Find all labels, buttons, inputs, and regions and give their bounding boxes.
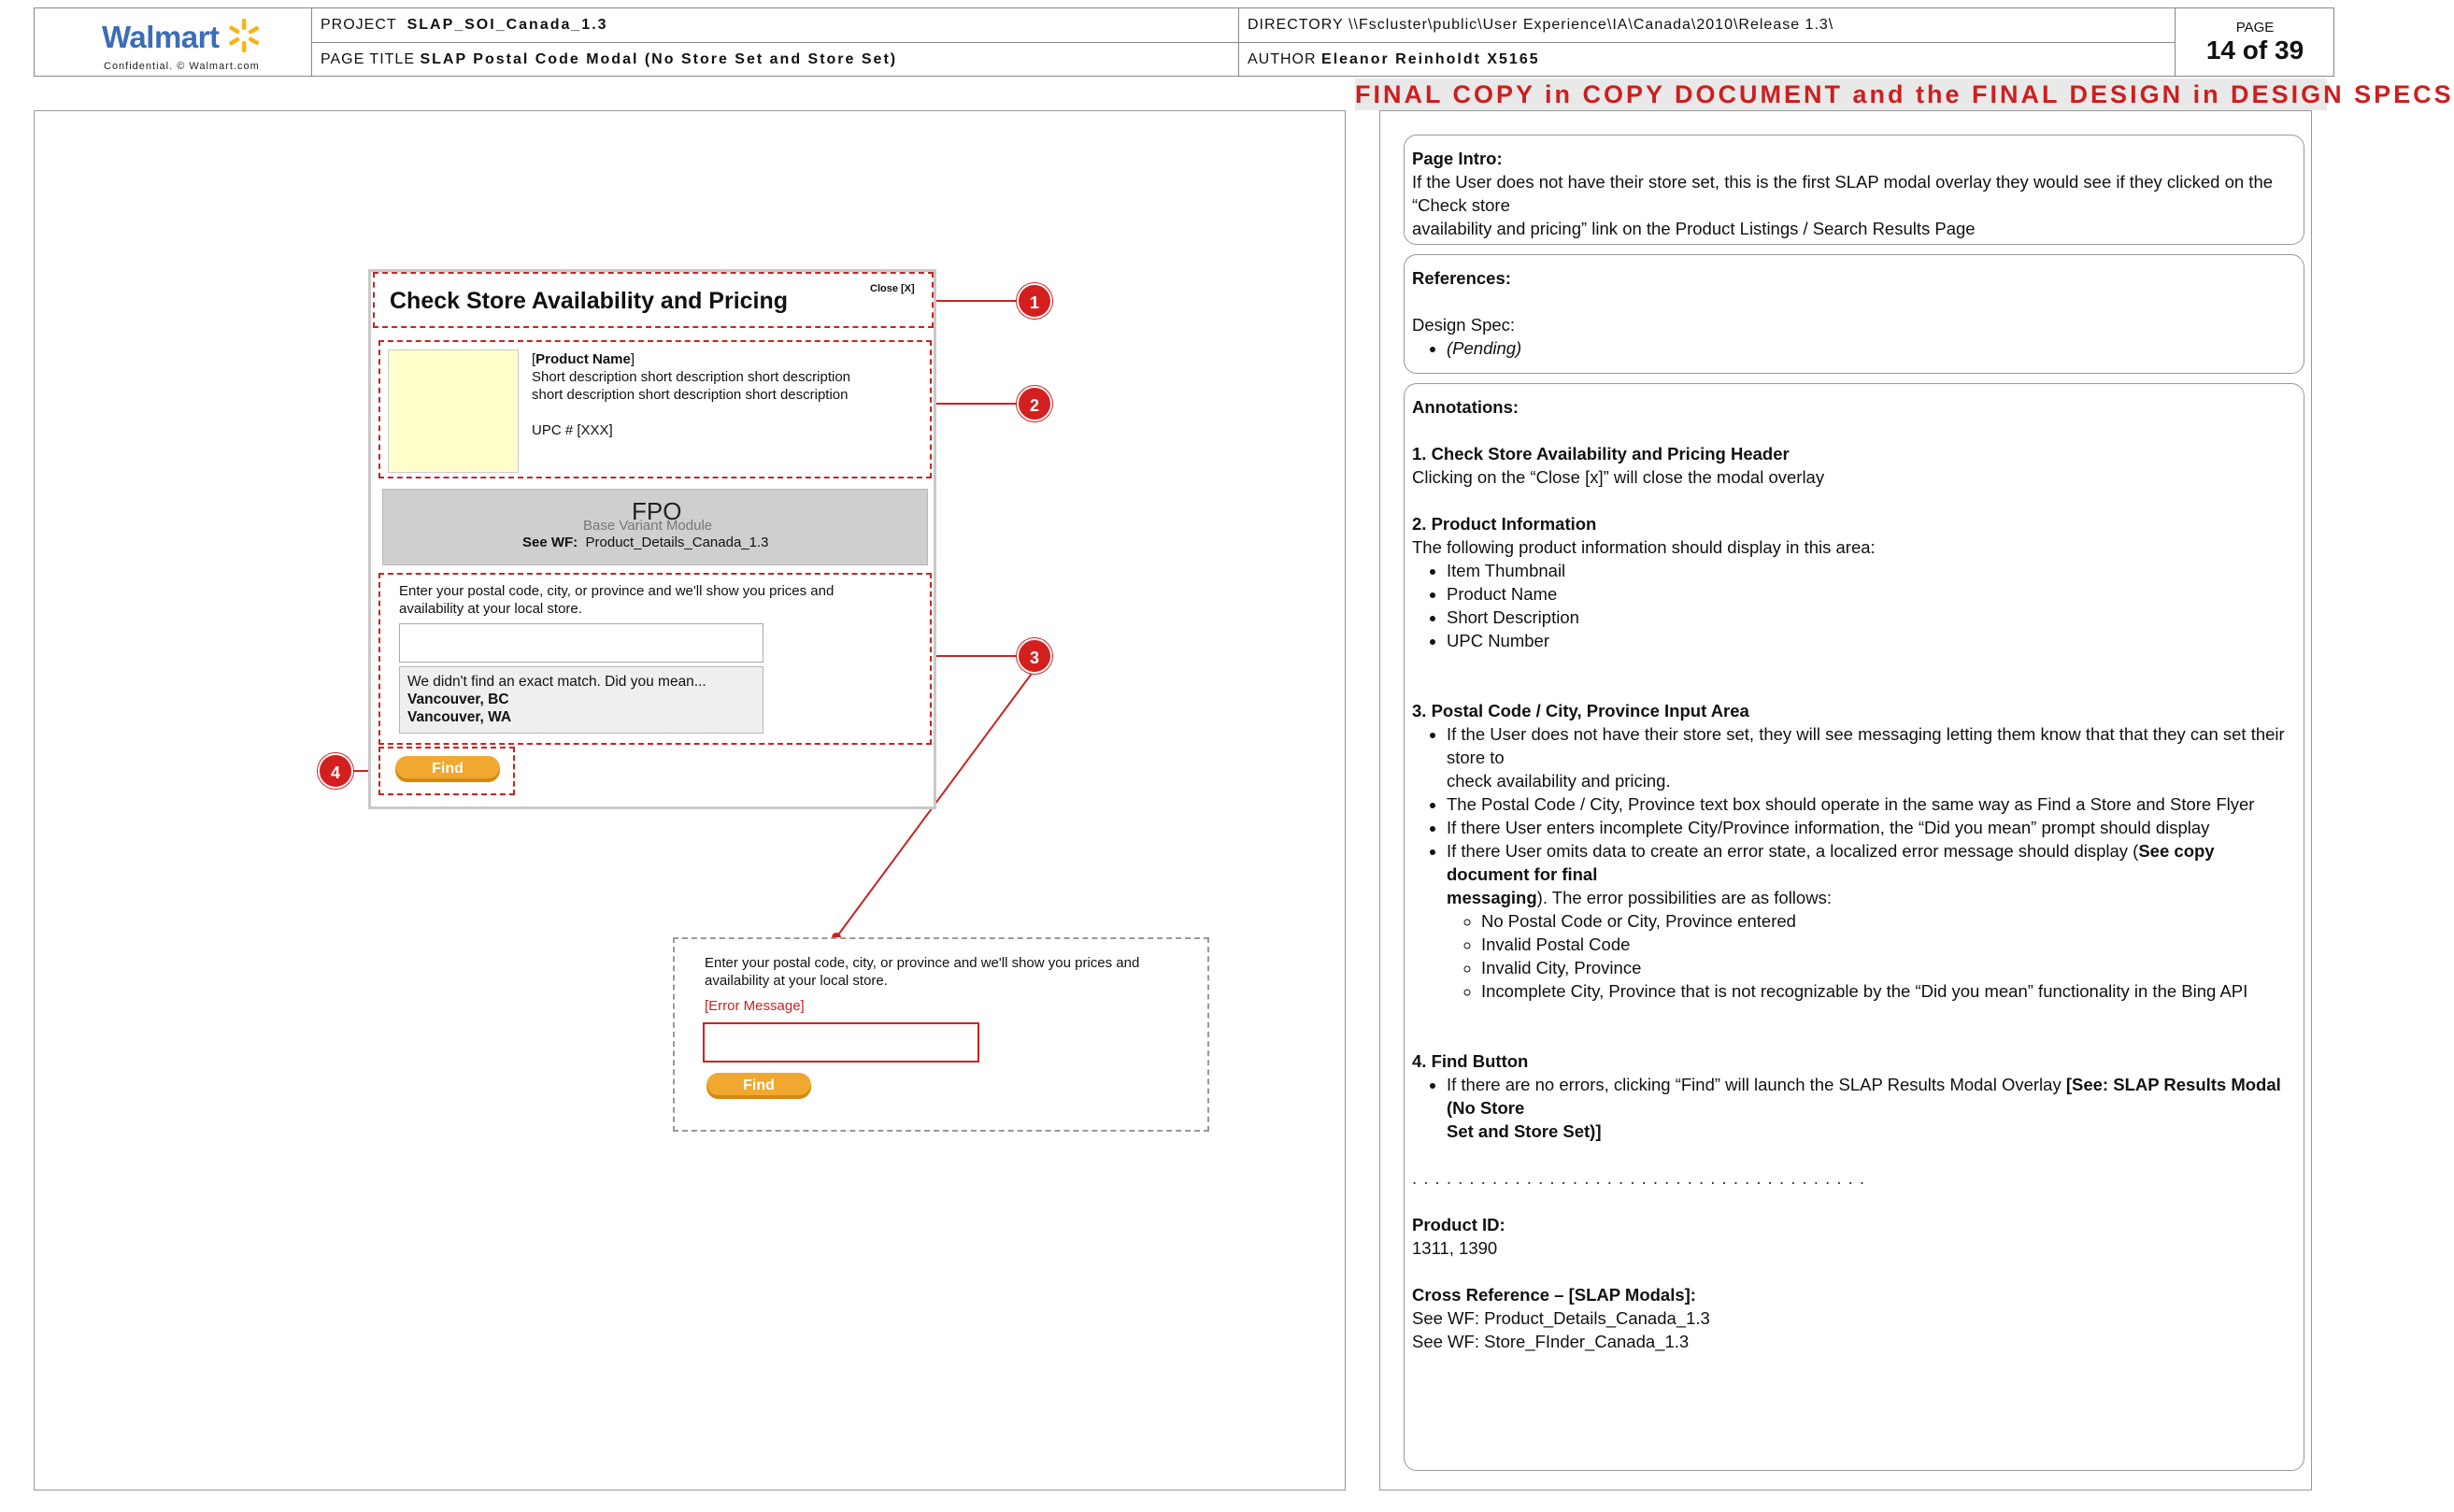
page-intro-box bbox=[1404, 135, 2304, 245]
list-item: • If there User enters incomplete City/Province information, the “Did you mean” prompt should display bbox=[1447, 816, 2296, 839]
annotation-2-list bbox=[1412, 559, 2296, 652]
product-desc-line2: short description short description short description bbox=[532, 387, 849, 403]
references-list bbox=[1412, 336, 2296, 360]
page-intro-heading: Page Intro: bbox=[1412, 149, 1503, 168]
final-copy-banner: FINAL COPY in COPY DOCUMENT and the FINAL DESIGN in DESIGN SPECS bbox=[1355, 80, 2454, 108]
references-box bbox=[1404, 254, 2304, 374]
page-title-row bbox=[311, 42, 1238, 78]
document-header bbox=[34, 7, 2334, 77]
confidential-note: Confidential. © Walmart.com bbox=[104, 61, 260, 72]
product-thumbnail bbox=[388, 349, 519, 473]
error-message: [Error Message] bbox=[705, 998, 805, 1014]
postal-intro bbox=[399, 582, 834, 618]
product-id-heading: Product ID: bbox=[1412, 1215, 1505, 1234]
directory-label: DIRECTORY bbox=[1248, 17, 1344, 33]
error-intro bbox=[705, 954, 1139, 990]
error-intro-line2: availability at your local store. bbox=[705, 973, 888, 989]
cross-reference-heading: Cross Reference – [SLAP Modals]: bbox=[1412, 1285, 1696, 1305]
annotation-3-list bbox=[1412, 722, 2296, 1003]
logo-wordmark: Walmart bbox=[102, 20, 220, 54]
list-item: • UPC Number bbox=[1447, 629, 2296, 652]
logo-cell bbox=[35, 8, 311, 78]
annotation-2-title: 2. Product Information bbox=[1412, 514, 1597, 534]
annotations-box bbox=[1404, 383, 2304, 1471]
cross-reference-2: See WF: Store_FInder_Canada_1.3 bbox=[1412, 1332, 1690, 1351]
fpo-variant-module bbox=[382, 489, 928, 565]
fpo-label: FPO bbox=[632, 497, 682, 525]
author-label: AUTHOR bbox=[1248, 51, 1317, 67]
callout-4: 4 bbox=[318, 753, 353, 789]
list-item: • If there User omits data to create an error state, a localized error message should display (See copy document for final messaging). The error possibilities are as follows: ◦ No Postal Code or City, Province entered ◦ Invalid Postal Code ◦ Invalid City, Province ◦ Incomplete City, Province that is not recognizable by the “Did you mean” functionality in the Bing API bbox=[1447, 839, 2296, 1003]
callout-1: 1 bbox=[1017, 283, 1052, 319]
postal-intro-line2: availability at your local store. bbox=[399, 601, 582, 617]
postal-code-input[interactable] bbox=[399, 623, 763, 663]
cross-reference-1: See WF: Product_Details_Canada_1.3 bbox=[1412, 1308, 1710, 1328]
close-link[interactable]: Close [X] bbox=[870, 283, 915, 294]
did-you-mean-option-1[interactable]: Vancouver, BC bbox=[407, 692, 509, 707]
find-button[interactable]: Find bbox=[395, 756, 500, 782]
error-state-example bbox=[673, 937, 1209, 1132]
callout-2: 2 bbox=[1017, 386, 1052, 421]
references-heading: References: bbox=[1412, 268, 1511, 288]
dotted-separator: . . . . . . . . . . . . . . . . . . . . . . . . . . . . . . . . . . . . . . . . bbox=[1412, 1168, 1866, 1188]
fpo-wf-reference: See WF: Product_Details_Canada_1.3 bbox=[522, 535, 769, 550]
error-postal-input[interactable] bbox=[703, 1022, 979, 1063]
directory-value: \\Fscluster\public\User Experience\IA\Canada\2010\Release 1.3\ bbox=[1348, 17, 1834, 33]
list-item: ◦ No Postal Code or City, Province entered bbox=[1481, 909, 2296, 933]
error-possibilities-list bbox=[1447, 909, 2296, 1003]
page-intro-line2: availability and pricing” link on the Product Listings / Search Results Page bbox=[1412, 219, 1976, 238]
modal-title: Check Store Availability and Pricing bbox=[390, 288, 789, 314]
product-info: [Product Name] Short description short description short description short description short description short description UPC # [XXX] bbox=[532, 351, 851, 438]
postal-intro-line1: Enter your postal code, city, or province and we'll show you prices and bbox=[399, 583, 835, 599]
walmart-logo bbox=[102, 18, 262, 55]
project-row bbox=[311, 8, 1238, 42]
author-value: Eleanor Reinholdt X5165 bbox=[1321, 51, 1540, 67]
did-you-mean-prompt: We didn't find an exact match. Did you mean... bbox=[407, 674, 706, 690]
annotation-3-title: 3. Postal Code / City, Province Input Area bbox=[1412, 701, 1749, 720]
list-item: • Short Description bbox=[1447, 606, 2296, 629]
fpo-subtitle: Base Variant Module bbox=[583, 518, 713, 534]
page-number: 14 of 39 bbox=[2205, 36, 2304, 64]
list-item: • If there are no errors, clicking “Find” will launch the SLAP Results Modal Overlay [See: SLAP Results Modal (No Store Set and Store Set)] bbox=[1447, 1073, 2296, 1143]
annotation-2-text: The following product information should display in this area: bbox=[1412, 537, 1876, 557]
annotations-heading: Annotations: bbox=[1412, 397, 1519, 417]
annotation-1-text: Clicking on the “Close [x]” will close the modal overlay bbox=[1412, 467, 1825, 487]
list-item: • If the User does not have their store set, they will see messaging letting them know that that they can set their store to check availability and pricing. bbox=[1447, 722, 2296, 792]
list-item: • Item Thumbnail bbox=[1447, 559, 2296, 582]
list-item: ◦ Incomplete City, Province that is not recognizable by the “Did you mean” functionality in the Bing API bbox=[1481, 979, 2296, 1003]
annotation-4-list bbox=[1412, 1073, 2296, 1143]
callout-3: 3 bbox=[1017, 638, 1052, 674]
product-id-value: 1311, 1390 bbox=[1412, 1238, 1498, 1258]
annotation-1-title: 1. Check Store Availability and Pricing Header bbox=[1412, 444, 1790, 464]
directory-row bbox=[1238, 8, 2175, 42]
list-item: ◦ Invalid Postal Code bbox=[1481, 933, 2296, 956]
page-number-cell bbox=[2175, 8, 2335, 78]
page-title-label: PAGE TITLE bbox=[321, 51, 415, 67]
product-name: Product Name bbox=[535, 351, 631, 367]
list-item: ◦ Invalid City, Province bbox=[1481, 956, 2296, 979]
page-title-value: SLAP Postal Code Modal (No Store Set and Store Set) bbox=[420, 51, 898, 67]
author-row bbox=[1238, 42, 2175, 78]
project-label: PROJECT bbox=[321, 17, 397, 33]
page-label: PAGE bbox=[2235, 20, 2275, 36]
design-spec-label: Design Spec: bbox=[1412, 315, 1516, 335]
list-item: • Product Name bbox=[1447, 582, 2296, 606]
did-you-mean-box bbox=[399, 666, 763, 734]
project-value: SLAP_SOI_Canada_1.3 bbox=[407, 17, 608, 33]
slap-postal-modal bbox=[368, 269, 936, 809]
page-intro-line1: If the User does not have their store set, this is the first SLAP modal overlay they would see if they clicked on the “Check store bbox=[1412, 172, 2274, 215]
spark-icon bbox=[226, 18, 262, 53]
error-intro-line1: Enter your postal code, city, or province and we'll show you prices and bbox=[705, 955, 1140, 971]
error-find-button[interactable]: Find bbox=[706, 1073, 811, 1099]
annotation-4-title: 4. Find Button bbox=[1412, 1051, 1529, 1071]
list-item: • The Postal Code / City, Province text box should operate in the same way as Find a Store and Store Flyer bbox=[1447, 792, 2296, 816]
product-upc: UPC # [XXX] bbox=[532, 422, 613, 438]
did-you-mean-option-2[interactable]: Vancouver, WA bbox=[407, 709, 512, 725]
product-desc-line1: Short description short description short description bbox=[532, 369, 851, 385]
design-spec-pending: • (Pending) bbox=[1447, 336, 2296, 360]
